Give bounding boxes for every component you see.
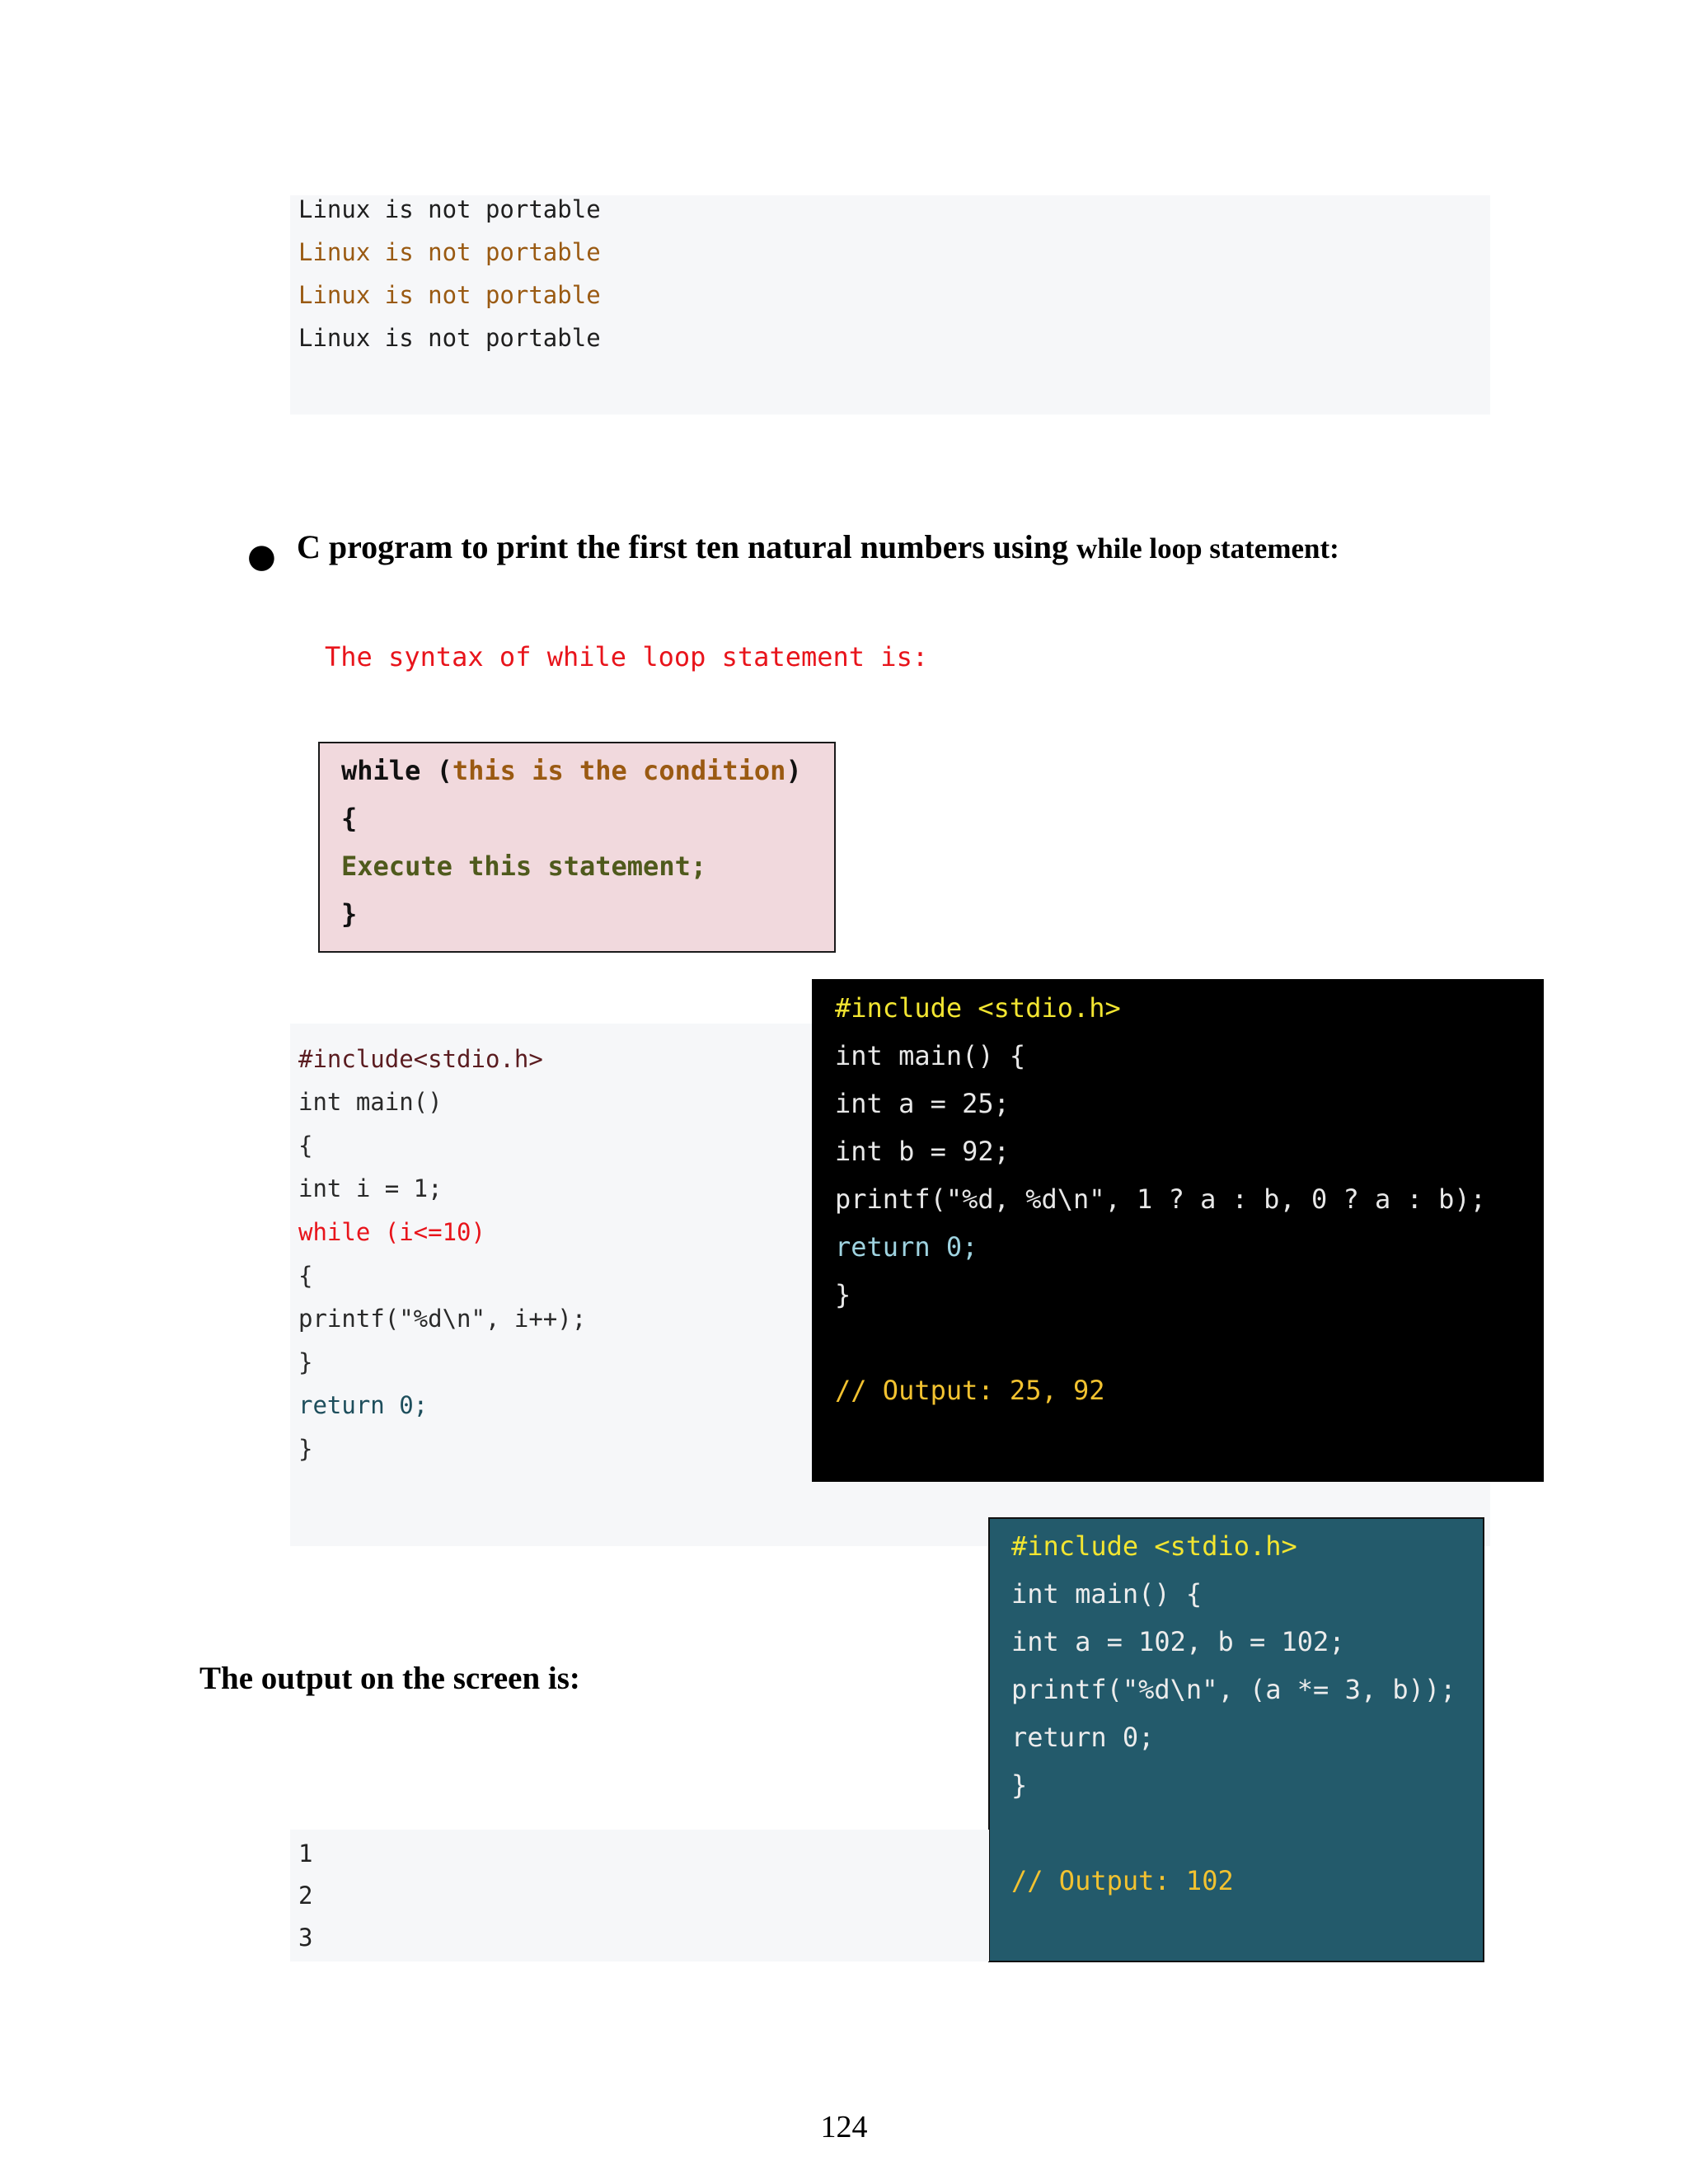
code-line: while (i<=10) [298, 1218, 485, 1246]
code-box-dark [812, 979, 1544, 1482]
code-line: return 0; [1011, 1722, 1155, 1753]
code-line: int main() { [1011, 1578, 1203, 1610]
output-line: 2 [298, 1882, 313, 1910]
syntax-box [318, 742, 836, 953]
code-line: { [298, 1262, 313, 1290]
code-line: #include <stdio.h> [1011, 1530, 1297, 1562]
syntax-line: } [341, 898, 358, 930]
code-line: } [298, 1348, 313, 1376]
bullet-icon: ● [247, 537, 276, 575]
code-box-teal [988, 1517, 1484, 1962]
page-number: 124 [820, 2110, 868, 2144]
syntax-note: The syntax of while loop statement is: [325, 641, 929, 673]
code-line: return 0; [298, 1391, 429, 1419]
code-line: int main() { [835, 1040, 1026, 1071]
syntax-line: Execute this statement; [341, 851, 707, 882]
section-heading: C program to print the first ten natural numbers using while loop statement: [297, 528, 1339, 565]
output-heading: The output on the screen is: [199, 1661, 580, 1696]
code-output-block [290, 195, 1490, 415]
code-line: } [835, 1279, 851, 1310]
code-line: } [1011, 1769, 1028, 1801]
code-line: int i = 1; [298, 1174, 443, 1202]
syntax-line: { [341, 803, 358, 834]
code-line: int a = 25; [835, 1088, 1010, 1119]
output-line: 1 [298, 1840, 313, 1868]
code-line: int a = 102, b = 102; [1011, 1626, 1345, 1657]
output-line: Linux is not portable [298, 324, 601, 352]
code-line: } [298, 1435, 313, 1463]
program-output-block [290, 1830, 989, 1961]
code-line: { [298, 1132, 313, 1160]
code-line: #include <stdio.h> [835, 992, 1121, 1024]
code-line: int main() [298, 1088, 443, 1116]
code-line: printf("%d\n", (a *= 3, b)); [1011, 1674, 1456, 1705]
syntax-line: while (this is the condition) [341, 755, 802, 786]
code-line: #include<stdio.h> [298, 1045, 543, 1073]
code-comment: // Output: 102 [1011, 1865, 1234, 1896]
code-comment: // Output: 25, 92 [835, 1375, 1105, 1406]
output-line: Linux is not portable [298, 281, 601, 309]
output-line: 3 [298, 1924, 313, 1952]
output-line: Linux is not portable [298, 238, 601, 266]
code-line: printf("%d, %d\n", 1 ? a : b, 0 ? a : b); [835, 1183, 1486, 1215]
code-line: int b = 92; [835, 1136, 1010, 1167]
code-line: printf("%d\n", i++); [298, 1305, 587, 1333]
code-line: return 0; [835, 1231, 978, 1263]
output-line: Linux is not portable [298, 195, 601, 223]
